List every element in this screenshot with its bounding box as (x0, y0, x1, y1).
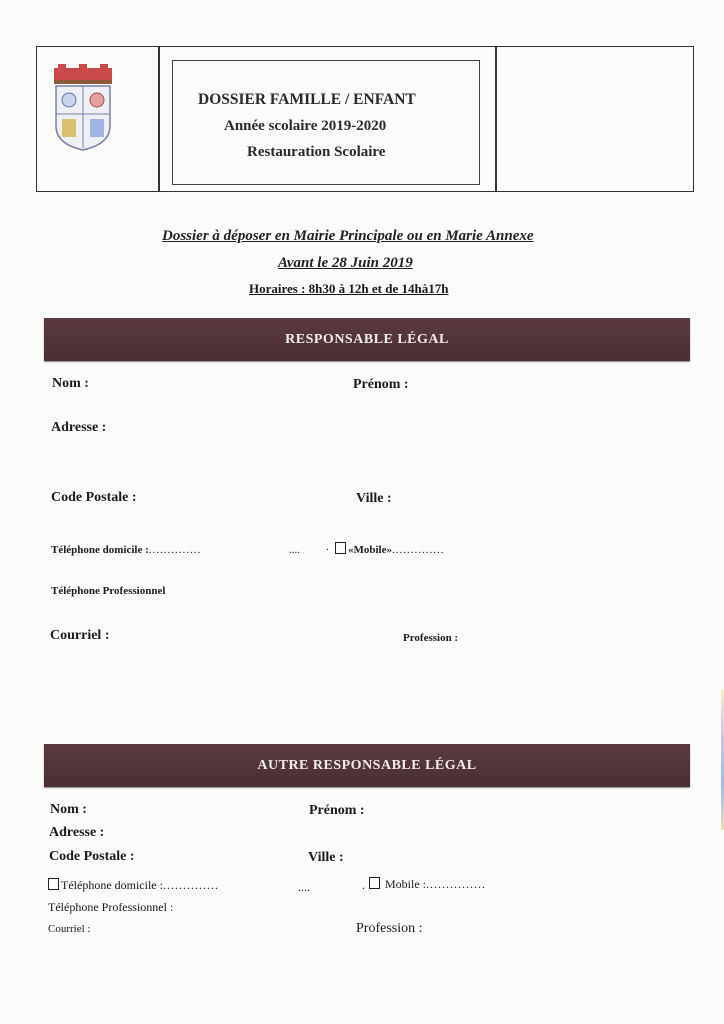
label-prenom: Prénom : (353, 377, 409, 392)
banner-title: RESPONSABLE LÉGAL (285, 331, 449, 347)
mobile-checkbox-2[interactable] (369, 877, 380, 889)
tel-domicile-dots-2: .............. (162, 878, 219, 892)
tel-domicile-row-2 (48, 878, 219, 893)
deadline: Avant le 28 Juin 2019 (278, 255, 413, 271)
label-nom-2: Nom : (50, 802, 87, 817)
label-courriel: Courriel : (50, 628, 110, 643)
middle-dots: .... (289, 544, 300, 556)
label-courriel-2: Courriel : (48, 923, 91, 935)
label-prenom-2: Prénom : (309, 803, 365, 818)
service-name: Restauration Scolaire (247, 144, 386, 160)
label-mobile: «Mobile» (348, 544, 392, 556)
mobile-row-2 (369, 877, 486, 892)
label-adresse: Adresse : (51, 420, 107, 435)
label-adresse-2: Adresse : (49, 825, 105, 840)
label-code-postale: Code Postale : (51, 490, 137, 505)
deposit-instruction: Dossier à déposer en Mairie Principale ou en Marie Annexe (162, 228, 534, 244)
label-profession: Profession : (403, 632, 459, 644)
mobile-dots-2: ............... (426, 877, 486, 891)
mobile-row (335, 542, 445, 556)
section-banner-responsable (44, 318, 690, 361)
city-crest-logo (52, 64, 114, 152)
opening-hours: Horaires : 8h30 à 12h et de 14hà17h (249, 281, 449, 296)
header-divider-right (495, 46, 497, 192)
label-tel-domicile: Téléphone domicile : (51, 544, 149, 556)
document-title: DOSSIER FAMILLE / ENFANT (198, 91, 416, 108)
label-tel-domicile-2: Téléphone domicile : (61, 878, 163, 892)
banner-title: AUTRE RESPONSABLE LÉGAL (257, 757, 477, 773)
label-code-postale-2: Code Postale : (49, 849, 135, 864)
tel-domicile-dots: .............. (148, 544, 202, 556)
school-year: Année scolaire 2019-2020 (224, 118, 387, 134)
label-tel-pro-2: Téléphone Professionnel : (48, 900, 174, 914)
mobile-checkbox[interactable] (335, 542, 346, 554)
mobile-prefix-2: . (362, 878, 365, 892)
label-mobile-2: Mobile : (385, 877, 426, 891)
middle-dots-2: .... (298, 880, 310, 894)
label-nom: Nom : (52, 376, 89, 391)
label-ville: Ville : (356, 491, 392, 506)
mobile-prefix: . (326, 541, 329, 553)
tel-domicile-checkbox-2[interactable] (48, 878, 59, 890)
label-ville-2: Ville : (308, 850, 344, 865)
tel-domicile-row (51, 544, 201, 556)
mobile-dots: .............. (392, 544, 445, 556)
label-tel-pro: Téléphone Professionnel (51, 585, 166, 597)
section-banner-autre-responsable (44, 744, 690, 787)
label-profession-2: Profession : (356, 921, 423, 936)
header-divider-left (158, 46, 160, 192)
